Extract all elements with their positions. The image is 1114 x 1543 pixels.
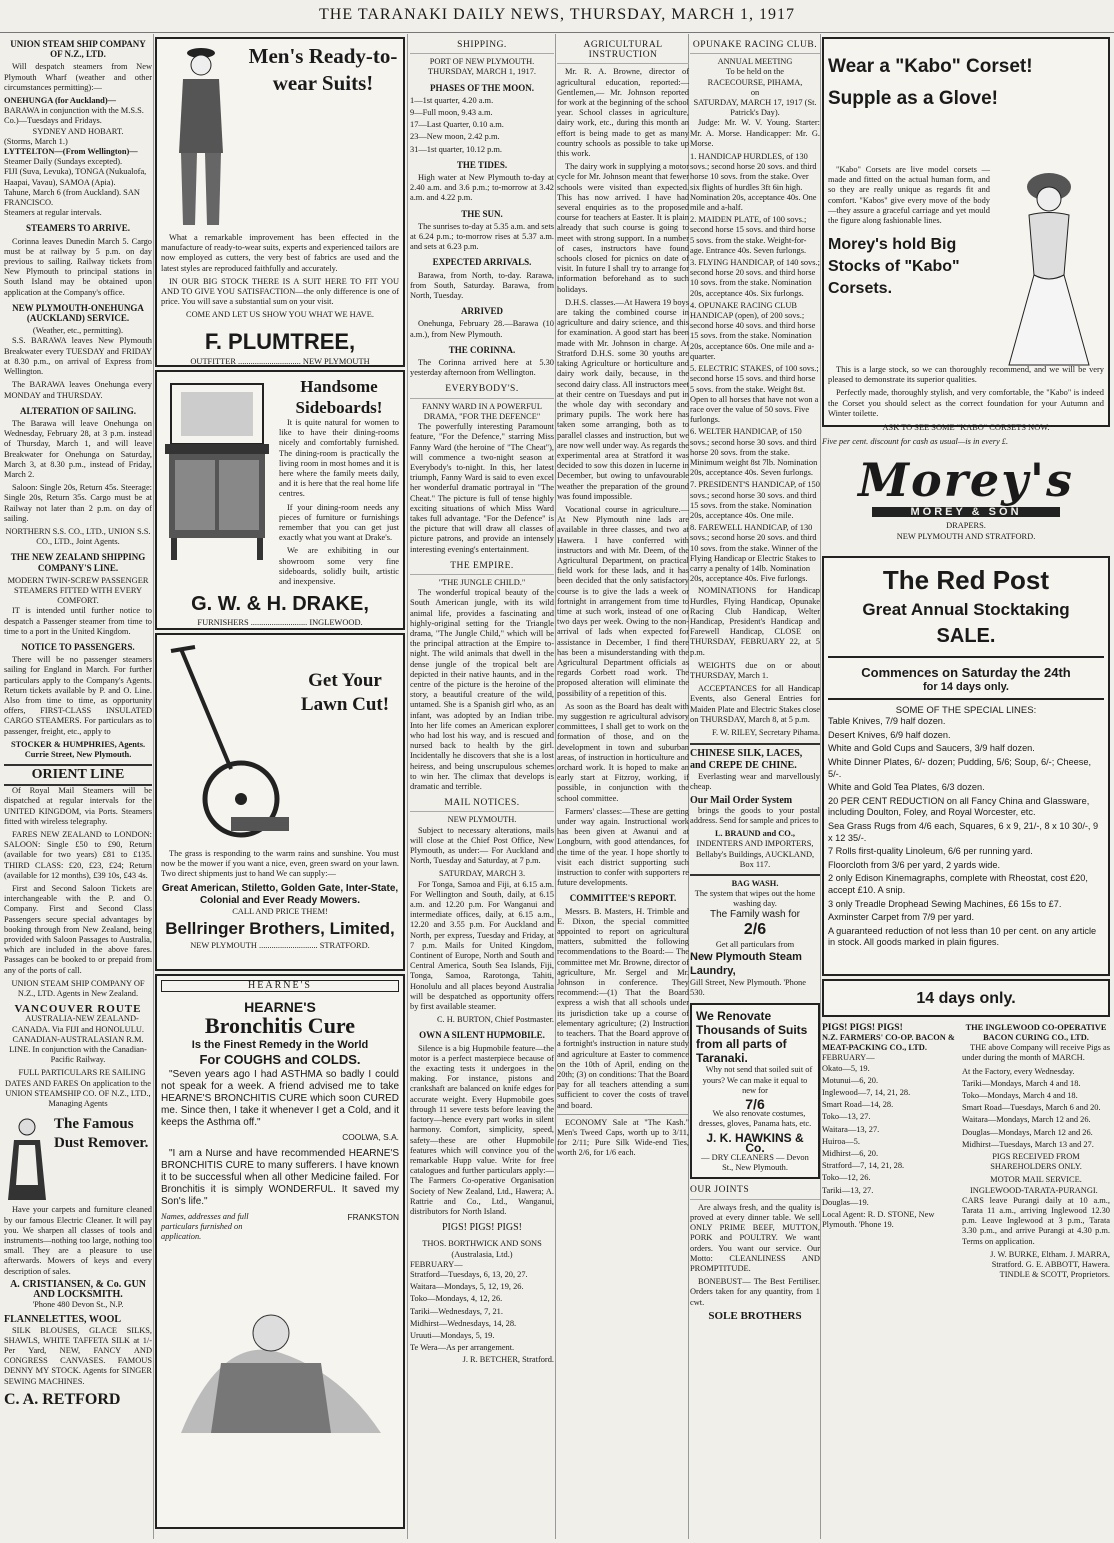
borthwick-list [410, 1270, 554, 1353]
port-date: THURSDAY, MARCH 1, 1917. [428, 67, 536, 77]
column-racing [690, 34, 820, 1539]
moreys-hold: Morey's hold Big Stocks of "Kabo" Corsets. [828, 236, 960, 298]
inglewood-item: Smart Road—Tuesdays, March 6 and 20. [962, 1103, 1101, 1113]
notice-heading: NOTICE TO PASSENGERS. [21, 641, 135, 652]
inglewood-item: Douglas—Mondays, March 12 and 26. [962, 1127, 1093, 1137]
bellringer-ad [155, 633, 405, 971]
corinna-heading: THE CORINNA. [448, 344, 516, 355]
nzf-list [822, 1064, 956, 1208]
mens-text2: IN OUR BIG STOCK THERE IS A SUIT HERE TO FIT YOU AND TO GIVE YOU SATISFACTION—the only difference is one of price. You will save a substantial sum on your visit. [161, 276, 399, 307]
dust-remover-ad [4, 1115, 152, 1205]
agri-text-2: The dairy work in supplying a motor cycle for Mr. Johnson meant that fewer schools were visited than expected. This has now arrived. I have had several enquiries as to the proposed course for teachers at Easter. It is plain already that such course is going to meet with strong support. In a number of cases, instructors have found schools closed for picnics on date of visit. In future I shall try to arrange for information beforehand as to such holidays. [557, 162, 689, 294]
braund-ad [690, 743, 820, 870]
special-line-item: White Dinner Plates, 6/- dozen; Pudding, 5/6; Soup, 6/-; Cheese, 5/-. [828, 757, 1092, 779]
column-agriculture [557, 34, 689, 1539]
lawn-mower-list: Great American, Stiletto, Golden Gate, Inter-State, Colonial and Ever Ready Mowers. [161, 882, 399, 906]
special-line-item: White and Gold Tea Plates, 6/3 dozen. [828, 782, 985, 793]
committee-text: Messrs. B. Masters, H. Trimble and E. Dixon, the special committee appointed to report on agricultural matters, submitted the following recommendations to the Board:— The committee met Mr. Browne, director of agriculture, Mr. Sergel and Mr. Johnson in conference. They recommend:—(1) That the Board express a wish that all schools under its jurisdiction take up a course of elementary agriculture; (2) Instruction to teachers. That the Board approve of a fortnight's instruction in nature study and agriculture at Easter to commence on the 10th of April, ending on the 20th; (3) on conditions: That the Board pay for all teachers attending a sum sufficient to cover the costs of travel and board. [557, 906, 689, 1110]
orient-fares: FARES NEW ZEALAND to LONDON: SALOON: Single £50 to £90, Return (available for two years) £81 to £135. THIRD CLASS: £20, £23, £24; Return (available for 12 months), £39 10s, £43 4s. [4, 830, 152, 880]
corinna-text: The Corinna arrived here at 5.30 yesterday afternoon from Wellington. [410, 358, 554, 378]
bagwash-text: The system that wipes out the home washing day. [694, 889, 816, 909]
lawn-text: The grass is responding to the warm rains and sunshine. You must now be the mower if you want a nice, even, green sward on your lawn. Two direct shipments just to hand We can supply:— [161, 849, 399, 879]
nzf-heading: N.Z. FARMERS' CO-OP. BACON & MEAT-PACKING CO., LTD. [822, 1033, 955, 1053]
inglewood-text: THE above Company will receive Pigs as under during the month of MARCH. [962, 1043, 1111, 1063]
tindle-line: TINDLE & SCOTT, Proprietors. [999, 1270, 1110, 1280]
jungle-heading: "THE JUNGLE CHILD." [438, 577, 526, 587]
mens-text: What a remarkable improvement has been effected in the manufacture of ready-to-wear suits, experts and experienced tailors are now employed as cutters, the very best of fabrics are used and the latest styles are reproduced faithfully and accurately. [161, 233, 399, 273]
race-event-item: 3. FLYING HANDICAP, of 140 sovs.; second horse 20 sovs. and third horse 10 sovs. from the stake. Nomination 20s, acceptance 40s. Six furlongs. [690, 258, 820, 298]
judge-line: Judge: Mr. W. V. Young. Starter: Mr. A. Morse. Handicapper: Mr. G. Morse. [690, 118, 820, 148]
morey-son: MOREY & SON [872, 507, 1060, 517]
bonebust-text: BONEBUST— The Best Fertiliser. Orders taken for any quantity, from 1 cwt. [690, 1277, 820, 1307]
special-line-item: 20 PER CENT REDUCTION on all Fancy China and Glassware, including Doulton, Foley, and Royal Worcester, etc. [828, 795, 1090, 818]
special-line-item: Floorcloth from 3/6 per yard, 2 yards wide. [828, 859, 1001, 870]
nzf-item: Stratford—7, 14, 21, 28. [822, 1161, 905, 1171]
moon-list [410, 96, 554, 155]
column-drapery-ads [822, 34, 1110, 1539]
expected-heading: EXPECTED ARRIVALS. [432, 257, 532, 268]
sydney-line: SYDNEY AND HOBART. [32, 126, 124, 136]
sole-brothers: SOLE BROTHERS [708, 1309, 802, 1322]
npo-heading: NEW PLYMOUTH-ONEHUNGA (AUCKLAND) SERVICE. [12, 302, 144, 324]
borthwick-item: Te Wera—As per arrangement. [410, 1343, 515, 1353]
mens-cta: COME AND LET US SHOW YOU WHAT WE HAVE. [186, 310, 374, 320]
agri-text-6: Farmers' classes:—These are getting under way again. Instructional work has been given at Awanui and at Longburn, with good attendances, for the time of the year. I hope shortly to visit each district supporting such instruction to confer with supporters re future developments. [557, 806, 689, 888]
inglewood-item: Midhirst—Tuesdays, March 13 and 27. [962, 1139, 1094, 1149]
inglewood-list [962, 1067, 1110, 1150]
regular-line: Steamers at regular intervals. [4, 208, 102, 218]
inglewood-item: Toko—Mondays, March 4 and 18. [962, 1091, 1078, 1101]
special-line-item: Desert Knives, 6/9 half dozen. [828, 729, 951, 740]
bagwash-heading: BAG WASH. [731, 879, 779, 889]
frankston-line: FRANKSTON [347, 1212, 399, 1223]
nzf-item: Okato—5, 19. [822, 1063, 870, 1073]
lawn-mower-icon [161, 639, 291, 849]
mail-order-heading: Our Mail Order System [690, 794, 793, 806]
cristiansen-phone: 'Phone 480 Devon St., N.P. [32, 1300, 124, 1310]
inglewood-item: Waitara—Mondays, March 12 and 26. [962, 1115, 1091, 1125]
barawa-line: BARAWA in conjunction with the M.S.S. Co.)—Tuesdays and Fridays. [4, 106, 144, 126]
hawkins-name: J. K. HAWKINS & Co. [706, 1130, 804, 1155]
plumtree-name: F. PLUMTREE, [204, 328, 356, 354]
racing-heading: OPUNAKE RACING CLUB. [690, 40, 820, 54]
nzf-item: Toko—12, 26. [822, 1173, 871, 1183]
commences-line: Commences on Saturday the 24th [861, 664, 1071, 680]
famous-heading: The Famous Dust Remover. [54, 1116, 149, 1152]
fanny-text: The powerfully interesting Paramount feature, "For the Defence," starring Miss Fanny Ward (the heroine of "The Cheat"), will commence a two-night season at Everybody's to-night. In this, her latest triumph, Fanny Ward is said to even excel her wonderful dramatic portrayal in "The Cheat." The picture is full of tense highly exciting situations of which Miss Ward takes full advantage. "For the Defence" is the picture that will draw all classes of picture patrons, and provide an intensely interesting evening's entertainment. [410, 422, 554, 554]
moreys-text: This is a large stock, so we can thoroughly recommend, and we will be very pleased to demonstrate its superior qualities. [828, 365, 1104, 385]
agents-line: NORTHERN S.S. CO., LTD., UNION S.S. CO., LTD., Joint Agents. [5, 526, 151, 547]
daily-line: Steamer Daily (Sundays excepted). [4, 157, 123, 167]
stocker-line: STOCKER & HUMPHRIES, Agents. Currie Street, New Plymouth. [10, 739, 146, 759]
alteration-heading: ALTERATION OF SAILING. [20, 405, 136, 416]
race-event-item: 1. HANDICAP HURDLES, of 130 sovs.; second horse 20 sovs. and third horse 10 sovs. from the stake. Over six flights of hurdles 3ft 6in high. Nomination 20s, acceptance 40s. One mile and a-half. [690, 152, 817, 213]
drapers-line: DRAPERS. [946, 521, 986, 531]
vancouver-text: AUSTRALIA-NEW ZEALAND-CANADA. Via FIJI and HONOLULU. CANADIAN-AUSTRALASIAN R.M. LINE. In conjunction with the Canadian-Pacific Railway. [9, 1014, 147, 1065]
tahune-line: Tahune, March 6 (from Auckland). SAN FRANCISCO. [4, 187, 140, 208]
famous-text: Have your carpets and furniture cleaned by our famous Electric Cleaner. It will pay you. We sharpen all classes of tools and instruments—nothing too large, nothing too small. They are a pleasure to use afterwards. Mowers of keys and every description of sales. [4, 1205, 152, 1276]
lyttelton-line: LYTTELTON—(From Wellington)— [4, 147, 138, 157]
on-line: on [750, 87, 760, 97]
arrived-heading: ARRIVED [460, 306, 503, 317]
column-rule [153, 34, 154, 1539]
full-particulars: FULL PARTICULARS RE SAILING DATES AND FARES On application to the UNION STEAMSHIP CO. OF N.Z., LTD., Managing Agents [5, 1068, 151, 1109]
retford-name: C. A. RETFORD [4, 1390, 121, 1408]
agri-text-5: As soon as the Board has dealt with my suggestion re agricultural advisory committees, I shall get to work on the formation of those, and on the development in town and suburban areas, of instruction in horticulture and orchard work. It is hoped to make an early start at Fitzroy, working, if possible, in conjunction with the school committee. [557, 701, 689, 803]
sale-heading: SALE. [936, 624, 996, 647]
borthwick-item: Uruuti—Mondays, 5, 19. [410, 1330, 495, 1340]
chinese-text: Everlasting wear and marvellously cheap. [690, 772, 820, 792]
laundry-sub: Gill Street, New Plymouth. 'Phone 530. [690, 978, 806, 998]
chinese-heading: CHINESE SILK, LACES, and CREPE DE CHINE. [690, 748, 803, 772]
special-lines-list [828, 716, 1104, 949]
bronchitis-heading: Bronchitis Cure [204, 1013, 356, 1039]
sideboard-icon [161, 376, 273, 566]
notice-text: There will be no passenger steamers sailing for England in March. For further particulars apply to the Company's Agents. Return tickets available by P. and O. Line. Also from time to time, as opportunity offers, FIRST-CLASS INSULATED CARGO STEAMERS. For particulars as to passenger, freight, etc., apply to [4, 655, 152, 736]
nzf-item: Inglewood—7, 14, 21, 28. [822, 1088, 911, 1098]
special-line-item: 7 Rolls first-quality Linoleum, 6/6 per running yard. [828, 846, 1033, 857]
motor-heading: MOTOR MAIL SERVICE. [990, 1175, 1082, 1185]
flannelettes-items: SILK BLOUSES, GLACE SILKS, SHAWLS, WHITE TAFFETA SILK at 1/- Per Yard, NEW, FANCY AND CONGRESS CANVASES. FAMOUS DENNY MY STOCK. Agents for SINGER SEWING MACHINES. [4, 1325, 152, 1386]
borthwick-item: Toko—Mondays, 4, 12, 26. [410, 1294, 503, 1304]
riley-line: F. W. RILEY, Secretary Pihama. [711, 728, 820, 737]
bagwash-price: 2/6 [743, 920, 767, 938]
weights-text: WEIGHTS due on or about THURSDAY, March 1. [690, 660, 820, 680]
braund-name: L. BRAUND and CO., [714, 829, 796, 839]
motor-names: J. W. BURKE, Eltham. J. MARRA, Stratford. G. E. ABBOTT, Hawera. [990, 1249, 1110, 1270]
special-line-item: A guaranteed reduction of not less than 10 per cent. on any article in stock. All goods marked in plain figures. [828, 925, 1097, 948]
onehunga-line: ONEHUNGA (for Auckland)— [4, 96, 116, 106]
renovate-text: Why not send that soiled suit of yours? We can make it equal to new for [702, 1065, 813, 1095]
arrive-heading: STEAMERS TO ARRIVE. [26, 223, 130, 234]
masthead: THE TARANAKI DAILY NEWS, THURSDAY, MARCH 1, 1917 [0, 0, 1114, 33]
vancouver-heading: VANCOUVER ROUTE [14, 1003, 142, 1016]
nzf-item: Motunui—6, 20. [822, 1075, 879, 1085]
committee-heading: COMMITTEE'S REPORT. [569, 893, 677, 904]
nzf-item: Huiroa—5. [822, 1136, 860, 1146]
race-event-item: 2. MAIDEN PLATE, of 100 sovs.; second horse 15 sovs. and third horse 5 sovs. from the stake. Weight-for-age. Entrance 40s. Seven furlongs. [690, 215, 816, 255]
column-rule [820, 34, 821, 1539]
particulars-line: Get all particulars from [715, 939, 795, 949]
ask-line: ASK TO SEE SOME "KABO" CORSETS NOW. [882, 423, 1050, 433]
tides-text: High water at New Plymouth to-day at 2.40 a.m. and 3.6 p.m.; to-morrow at 3.42 a.m. and 4.22 p.m. [410, 173, 554, 203]
nzf-item: Smart Road—14, 28. [822, 1100, 894, 1110]
man-in-suit-icon [161, 43, 241, 233]
special-line-item: Axminster Carpet from 7/9 per yard. [828, 912, 975, 923]
race-events-list [690, 152, 820, 584]
borthwick-month: FEBRUARY— [410, 1259, 463, 1269]
fares-text: Saloon: Single 20s, Return 45s. Steerage: Single 20s, Return 35s. Cargo must be at Railway not later than 2 p.m. on day of sailing. [4, 483, 152, 523]
race-event-item: 5. ELECTRIC STAKES, of 100 sovs.; second horse 15 sovs. and third horse 5 sovs. from the stake. Weight 8st. Open to all horses that have not won a race over the value of 50 sovs. Five furlongs. [690, 364, 819, 425]
red-post-ad [822, 556, 1110, 976]
stocktaking-heading: Great Annual Stocktaking [862, 599, 1070, 619]
mail-text: Subject to necessary alterations, mails will close at the Chief Post Office, New Plymouth, as under:— For Auckland and North, Tuesday and Saturday, at 7 p.m. [410, 825, 554, 866]
special-line-item: Table Knives, 7/9 half dozen. [828, 716, 946, 727]
moon-phase-item: 17—Last Quarter, 0.10 a.m. [410, 120, 504, 130]
patient-illustration-icon [161, 1243, 391, 1443]
hearnes-ad [155, 974, 405, 1529]
nzship-heading: THE NEW ZEALAND SHIPPING COMPANY'S LINE. [10, 552, 146, 573]
kabo-text: "Kabo" Corsets are live model corsets —made and fitted on the actual human form, and so they are really unique as regards fit and comfort. "Kabos" give every move of the body—they assure a graceful carriage and yet mould the figure along fashionable lines. [828, 165, 990, 226]
nzf-month: FEBRUARY— [822, 1053, 875, 1063]
race-event-item: 8. FAREWELL HANDICAP, of 130 sovs.; second horse 20 sovs. and third 10 sovs. from the stake. Winner of the Flying Handicap or Electric Stakes to carry a penalty of 14lb. Nomination 20s, acceptance 40s. Five furlongs. [690, 523, 818, 584]
moon-heading: PHASES OF THE MOON. [429, 82, 534, 93]
orient-more: First and Second Saloon Tickets are interchangeable with the P. and O. Company. First and Second Class Passengers secure special advantages by booking through from New Zealand, being provided with Saloon Passages to Australia, which are included in the above fares. Passages can be booked to or prepaid from any of the ports of call. [4, 884, 152, 975]
fiji-line: FIJI (Suva, Levuka), TONGA (Nukualofa, Haapai, Vavau), SAMOA (Apia). [4, 167, 147, 187]
motor-text: INGLEWOOD-TARATA-PURANGI. CARS leave Purangi daily at 10 a.m., Tarata 11 a.m., arriving Inglewood 12.30 p.m. Leave Inglewood at 3 p.m., Tarata 3.30 p.m., and arrive Purangi at 4.30 p.m. Terms on application. [962, 1185, 1110, 1246]
lawn-heading: Get Your Lawn Cut! [300, 670, 390, 715]
fourteen-days: 14 days only. [822, 979, 1110, 1017]
moreys-logo: Morey's [858, 453, 1074, 508]
mail-heading: MAIL NOTICES. [410, 798, 554, 812]
burton-line: C. H. BURTON, Chief Postmaster. [436, 1015, 554, 1025]
hupmobile-heading: OWN A SILENT HUPMOBILE. [419, 1030, 545, 1041]
nzf-agent: Local Agent: R. D. STONE, New Plymouth. 'Phone 19. [822, 1210, 935, 1230]
race-event-item: 7. PRESIDENT'S HANDICAP, of 150 sovs.; second horse 30 sovs. and third 15 sovs. from the stake. Nomination 20s, acceptance 40s. One mile. [690, 480, 820, 520]
special-line-item: Sea Grass Rugs from 4/6 each, Squares, 6 x 9, 21/-, 8 x 10 30/-, 9 x 12 35/-. [828, 820, 1099, 843]
economy-ad: ECONOMY Sale at "The Kash." Men's Tweed Caps, worth up to 3/11, for 2/11; Pure Silk Wide-end Ties, worth 2/6, for 1/6 each. [557, 1114, 689, 1159]
corset-lady-icon [994, 165, 1104, 365]
drake-ad [155, 370, 405, 630]
special-line-item: 2 only Edison Kinemagraphs, complete with Rheostat, cost £20, accept £10. A snip. [828, 873, 1088, 895]
plumtree-ad [155, 37, 405, 367]
braund-sub: INDENTERS AND IMPORTERS, Bellaby's Buildings, AUCKLAND, Box 117. [695, 839, 815, 869]
hawkins-sub: — DRY CLEANERS — Devon St., New Plymouth. [701, 1153, 809, 1173]
fanny-heading: FANNY WARD IN A POWERFUL DRAMA, "FOR THE DEFENCE" [422, 401, 542, 421]
borthwick-heading: THOS. BORTHWICK AND SONS (Australasia, Ltd.) [422, 1239, 542, 1259]
renovate-price: 7/6 [745, 1096, 765, 1113]
column-shipping-ads [4, 34, 152, 1539]
special-line-item: White and Gold Cups and Saucers, 3/9 half dozen. [828, 743, 1035, 754]
moon-phase-item: 9—Full moon, 9.43 a.m. [410, 108, 493, 118]
inglewood-heading: THE INGLEWOOD CO-OPERATIVE BACON CURING CO., LTD. [965, 1022, 1107, 1043]
days-line: for 14 days only. [923, 680, 1009, 693]
plumtree-sub: OUTFITTER .............................. NEW PLYMOUTH [190, 356, 370, 366]
drapers-sub: NEW PLYMOUTH AND STRATFORD. [896, 531, 1036, 541]
agri-text-4: Vocational course in agriculture.—At New Plymouth nine lads are available in three classes, and two at Hawera. I have conferred with instructors and with Mr. Deem, of the Agricultural Department, on practical field work for these lads, and it has been decided that the only satisfactory course is to give the lads a week or fortnight in arrangement from time to time at such work, instead of one or two days per week. Owing to the non-arrival of lads when expected for assistance in December, I find there has been a misunderstanding with the Agricultural Department officials as regards Corbett road work. The proposed alteration will eliminate the possibility of a repetition of this. [557, 504, 689, 698]
column-display-ads [155, 34, 405, 1539]
flannelettes-heading: FLANNELETTES, WOOL [4, 1314, 122, 1326]
nzf-item: Waitara—13, 27. [822, 1124, 880, 1134]
nzf-item: Toko—13, 27. [822, 1112, 871, 1122]
orient-agents: UNION STEAM SHIP COMPANY OF N.Z., LTD. Agents in New Zealand. [11, 978, 145, 999]
drake-name: G. W. & H. DRAKE, [191, 593, 369, 616]
kabo-corset-ad [822, 37, 1110, 433]
npo-sub: (Weather, etc., permitting). [32, 326, 124, 336]
mens-heading: Men's Ready-to-wear Suits! [248, 44, 398, 95]
moon-phase-item: 1—1st quarter, 4.20 a.m. [410, 95, 494, 105]
kabo-subheading: Supple as a Glove! [828, 88, 998, 109]
inglewood-item: Tariki—Mondays, March 4 and 18. [962, 1078, 1081, 1088]
borthwick-item: Stratford—Tuesdays, 6, 13, 20, 27. [410, 1269, 528, 1279]
agri-text-3: D.H.S. classes.—At Hawera 19 boys are taking the combined course in agriculture and dairy science, and this for examination. A good start has been made with Mr. Johnson in charge. At Stratford D.H.S. some 30 youths are taking Agriculture or horticulture and dairy work daily, because, in the second dairy class. All instructors meet at their centre on Tuesdays and put in the whole day with secondary and primary pupils. The work here has taken some arranging, both as to parallel classes and instruction, but we are now well under way. As regards the experimental area at Stratford it was decided to sow this dozen in lucerne in December, but owing to unfavourable weather the preparation of the ground was found impossible. [557, 297, 690, 501]
sun-heading: THE SUN. [461, 208, 503, 219]
sun-text: The sunrises to-day at 5.35 a.m. and sets at 6.24 p.m.; to-morrow rises at 5.37 a.m. and sets at 6.23 p.m. [410, 221, 554, 252]
sideboards-text2: If your dining-room needs any pieces of furniture or furnishings remember that you can get just exactly what you want at Drake's. [279, 502, 399, 543]
borthwick-item: Midhirst—Wednesdays, 14, 28. [410, 1318, 517, 1328]
joints-text: Are always fresh, and the quality is proved at every dinner table. We sell ONLY PRIME BEEF, MUTTON, PORK and POULTRY. We want orders. You want our service. Our Motto: CLEANLINESS AND PROMPTITUDE. [690, 1202, 820, 1273]
expected-text: Barawa, from North, to-day. Rarawa, from South, Saturday. Barawa, from North, Tuesday. [410, 270, 554, 301]
moon-phase-item: 31—1st quarter, 10.12 p.m. [410, 144, 503, 154]
names-note: Names, addresses and full particulars furnished on application. [161, 1212, 249, 1242]
column-shipping-news [410, 34, 554, 1539]
nzf-item: Midhirst—6, 20. [822, 1149, 879, 1159]
borthwick-item: Waitara—Mondays, 5, 12, 19, 26. [410, 1282, 524, 1292]
usc-intro: Will despatch steamers from New Plymouth Wharf (weather and other circumstances permitting):— [4, 62, 152, 92]
borthwick-item: Tariki—Wednesdays, 7, 21. [410, 1306, 503, 1316]
column-rule [555, 34, 556, 1539]
npo-text2: The BARAWA leaves Onehunga every MONDAY and THURSDAY. [4, 380, 152, 400]
sideboards-text: It is quite natural for women to like to have their dining-rooms nicely and comfortably furnished. The dining-room is practically the living room in most homes and it is here where the family meets daily, and it is here that the real home life centres. [279, 418, 399, 499]
testimonial-1: "Seven years ago I had ASTHMA so badly I could not speak for a week. A friend advised me to take HEARNE'S BRONCHITIS CURE which soon CURED me. Since then, I take it whenever I get a Cold, and it keeps the Asthma off." [161, 1068, 399, 1128]
sideboards-text3: We are exhibiting in our showroom some very fine sideboards, solidly built, artistic and inexpensive. [279, 546, 399, 587]
inglewood-item: At the Factory, every Wednesday. [962, 1066, 1075, 1076]
pigs-heading: PIGS! PIGS! PIGS! [441, 1222, 522, 1234]
everybodys-heading: EVERYBODY'S. [410, 384, 554, 398]
cristiansen-name: A. CRISTIANSEN, & Co. GUN AND LOCKSMITH. [10, 1278, 146, 1300]
testimonial-2: "I am a Nurse and have recommended HEARNE'S BRONCHITIS CURE to many sufferers. I have known it to be successful when all other Medicine failed. For Bronchitis it is simply WONDERFUL. It saved my Son's life." [161, 1148, 399, 1208]
moon-phase-item: 23—New moon, 2.42 p.m. [410, 132, 500, 142]
new-plymouth-heading: NEW PLYMOUTH. [447, 815, 517, 825]
arrived-text: Onehunga, February 28.—Barawa (10 a.m.), from New Plymouth. [410, 319, 554, 339]
drake-sub: FURNISHERS ........................... INGLEWOOD. [197, 618, 363, 628]
maid-illustration-icon [4, 1115, 50, 1205]
sideboards-heading: Handsome Sideboards! [295, 377, 383, 417]
nzf-item: Douglas—19. [822, 1197, 869, 1207]
saturday-text: For Tonga, Samoa and Fiji, at 6.15 a.m. For Wellington and South, daily, at 6.15 a.m. and 12.20 p.m. For Wanganui and intermediate offices, daily, at 6.15 a.m., 12.20 and 3.55 p.m. For Auckland and North, per express, Tuesday and Friday, at 7 p.m. Mails for United Kingdom, Continent of Europe, North and South and Central America, South Sea Islands, Fiji, Tonga, Samoa, Rarotonga, Tahiti, Honolulu and all places beyond Australia will be despatched as opportunity offers by first available steamer. [410, 879, 554, 1012]
held-line: To be held on the [725, 67, 785, 77]
pigs-heading-2: PIGS! PIGS! PIGS! [822, 1022, 903, 1033]
hearnes-banner: HEARNE'S [161, 980, 399, 992]
bag-wash-ad [690, 874, 820, 998]
race-event-item: 4. OPUNAKE RACING CLUB HANDICAP (open), of 200 sovs.; second horse 40 sovs. and third horse 15 sovs. from the stake. Nomination 20s, acceptance 60s. One mile and a-quarter. [690, 300, 816, 361]
tides-heading: THE TIDES. [456, 159, 508, 170]
bellringer-name: Bellringer Brothers, Limited, [165, 918, 395, 938]
column-rule [407, 34, 408, 1539]
agri-text-1: Mr. R. A. Browne, director of agricultural education, reported:—Gentlemen,— Mr. Johnson reported for work at the beginning of the school year. School classes in agriculture, dairy work, etc., during this month an effort is being made to get as many country schools as possible to take up this work. [557, 67, 689, 159]
usc-heading: UNION STEAM SHIP COMPANY OF N.Z., LTD. [10, 39, 146, 60]
nzship-text: IT is intended until further notice to despatch a Passenger steamer from time to time to a port in the United Kingdom. [4, 606, 152, 636]
orient-heading: ORIENT LINE [4, 764, 152, 786]
hearnes-heading: HEARNE'S [244, 999, 316, 1016]
hawkins-ad [690, 1003, 820, 1179]
finest-remedy: Is the Finest Remedy in the World [191, 1039, 369, 1052]
saturday-heading: SATURDAY, MARCH 3. [438, 869, 526, 879]
moreys-text2: Perfectly made, thoroughly stylish, and very comfortable, the "Kabo" is indeed the Corset you should select as the correct foundation for your Autumn and Winter toilette. [828, 388, 1104, 418]
npo-text1: S.S. BARAWA leaves New Plymouth Breakwater every TUESDAY and FRIDAY at 8.30 p.m., on arrival of Express from Wellington. [4, 336, 152, 377]
agri-heading: AGRICULTURAL INSTRUCTION [557, 40, 689, 64]
joints-heading: OUR JOINTS [690, 1185, 820, 1199]
orient-text: Of Royal Mail Steamers will be dispatched at regular intervals for the UNITED KINGDOM, via Ports. Steamers fitted with wireless telegraphy. [4, 786, 152, 826]
race-date: SATURDAY, MARCH 17, 1917 (St. Patrick's Day). [693, 98, 817, 118]
hupmobile-text: Silence is a big Hupmobile feature—the motor is a perfect masterpiece because of the exacting tests it undergoes in the making. For instance, pistons and crankshaft are balanced on knife edges for accurate weight. Every Hupmobile goes through 11 severe tests before leaving the factory—hence every part works in silent harmony. Comfort, simplicity, speed, safety—these are other Hupmobile features which will convince you of the remarkable Hupp value. Write for free catalogues and further particulars apply:—The Farmers Co-operative Organisation Society of New Zealand, Ltd., Hawera; A. Rattrie and Co., Ltd., Wanganui, distributors for North Island. [410, 1043, 554, 1216]
racecourse-line: RACECOURSE, PIHAMA, [707, 77, 803, 87]
family-wash: The Family wash for [709, 908, 801, 920]
mail-order-text: brings the goods to your postal address. Send for sample and prices to [690, 805, 820, 826]
lawn-cta: CALL AND PRICE THEM! [232, 906, 328, 916]
race-event-item: 6. WELTER HANDICAP, of 150 sovs.; second horse 30 sovs. and third horse 20 sovs. from the stake. Minimum weight 8st 7lb. Nomination 20s, acceptance 40s. Seven furlongs. [690, 427, 818, 478]
discount-line: Five per cent. discount for cash as usual—is in every £. [822, 437, 1009, 446]
nzf-item: Tariki—13, 27. [822, 1185, 874, 1195]
alteration-text: The Barawa will leave Onehunga on Wednesday, February 28, at 3 p.m. instead of Thursday, March 1, and will leave Breakwater for Onehunga on Saturday, March 3, at 8.30 p.m., instead of Friday, March 2. [4, 418, 152, 479]
acceptances-text: ACCEPTANCES for all Handicap Events, also General Entries for Maiden Plate and Electric Stakes close on THURSDAY, March 8, at 5 p.m. [690, 684, 821, 724]
nzship-sub: MODERN TWIN-SCREW PASSENGER STEAMERS FITTED WITH EVERY COMFORT. [7, 575, 149, 606]
bellringer-sub: NEW PLYMOUTH ............................ STRATFORD. [190, 940, 370, 950]
red-post-heading: The Red Post [882, 564, 1050, 595]
arrive-text: Corinna leaves Dunedin March 5. Cargo must be at railway by 5 p.m. on day previous to sailing. Railway tickets from New Plymouth to principal stations in South Island may be obtained upon application at the Company's office. [4, 236, 152, 297]
inglewood-note: PIGS RECEIVED FROM SHAREHOLDERS ONLY. [990, 1152, 1082, 1172]
kabo-heading: Wear a "Kabo" Corset! [828, 56, 1033, 77]
annual-meeting: ANNUAL MEETING [717, 57, 793, 67]
empire-heading: THE EMPIRE. [410, 561, 554, 575]
renovate-text2: We also renovate costumes, dresses, gloves, Panama hats, etc. [698, 1109, 812, 1129]
port-heading: PORT OF NEW PLYMOUTH. [429, 57, 535, 67]
laundry-name: New Plymouth Steam Laundry, [690, 951, 802, 978]
betcher-line: J. R. BETCHER, Stratford. [462, 1355, 554, 1365]
storms-line: (Storms, March 1.) [4, 136, 68, 146]
special-lines-heading: SOME OF THE SPECIAL LINES: [895, 705, 1037, 717]
nominations-text: NOMINATIONS for Handicap Hurdles, Flying Handicap, Opunake Racing Club Handicap, Welter Handicap, President's Handicap and Farewell Handicap, CLOSE on THURSDAY, FEBRUARY 22, at 5 p.m. [690, 586, 820, 657]
coolwa-line: COOLWA, S.A. [342, 1131, 399, 1142]
coughs-colds: For COUGHS and COLDS. [199, 1051, 361, 1067]
renovate-heading: We Renovate Thousands of Suits from all parts of Taranaki. [696, 1009, 808, 1066]
jungle-text: The wonderful tropical beauty of the South American jungle, with its wild animal life, provides a fascinating and highly-original setting for the Triangle drama, "The Jungle Child," which will be the principal attraction at the Empire to-night. The wild animals that dwell in the dense jungle of the tropical belt are depicted in their native haunts, and in the centre of the picture is the heroine of the story, a beautiful creature of the wild, untamed. She is a Spanish girl who, as an infant, was adopted by an Indian tribe. Into her life comes an American explorer who had lost his way, and is rescued and nursed back to health by the girl. Incidentally he discovers that she is a lost heiress, and being unscrupulous schemes to win her. The climax that develops is dramatic and terrible. [410, 588, 554, 791]
shipping-heading: SHIPPING. [410, 40, 554, 54]
special-line-item: 3 only Treadle Drophead Sewing Machines, £6 15s to £7. [828, 898, 1062, 909]
